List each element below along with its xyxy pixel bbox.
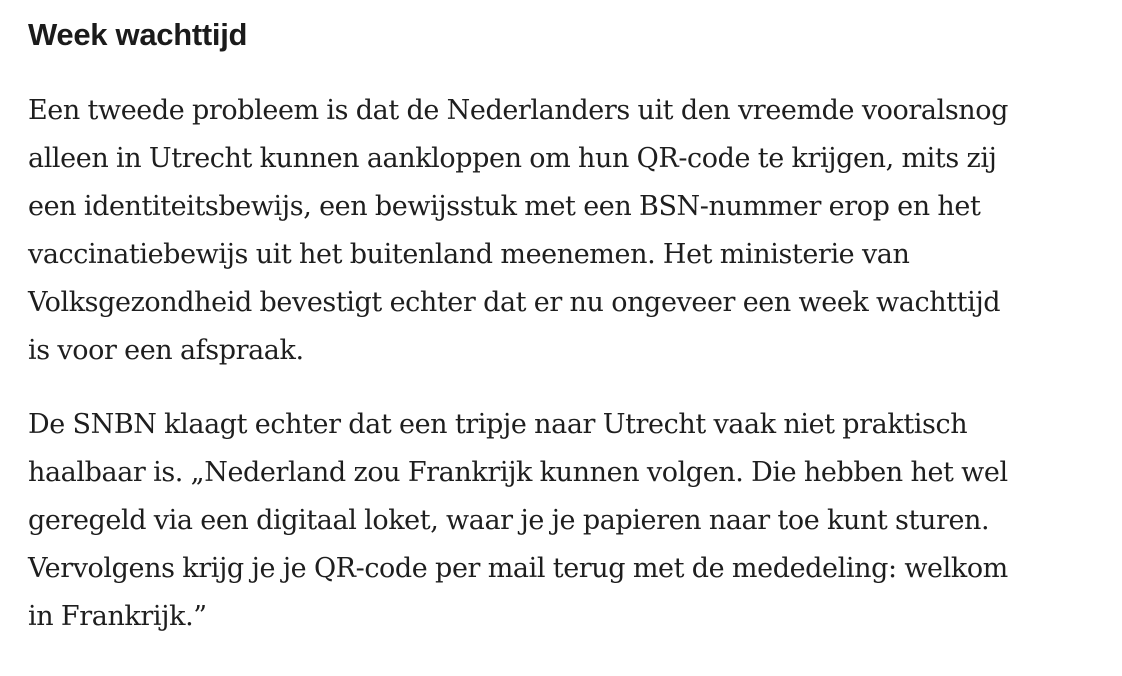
article-body bbox=[28, 0, 1108, 641]
paragraph-line: Vervolgens krijg je je QR-code per mail terug met de mededeling: welkom bbox=[28, 553, 1008, 584]
paragraph-line: in Frankrijk.” bbox=[28, 601, 207, 632]
paragraph-line: vaccinatiebewijs uit het buitenland meenemen. Het ministerie van bbox=[28, 239, 910, 270]
paragraph-line: een identiteitsbewijs, een bewijsstuk met een BSN-nummer erop en het bbox=[28, 191, 981, 222]
paragraph-line: geregeld via een digitaal loket, waar je je papieren naar toe kunt sturen. bbox=[28, 505, 990, 536]
paragraph-line: alleen in Utrecht kunnen aankloppen om hun QR-code te krijgen, mits zij bbox=[28, 143, 997, 174]
paragraph-1 bbox=[28, 87, 1108, 375]
paragraph-2 bbox=[28, 401, 1108, 641]
section-heading: Week wachttijd bbox=[28, 17, 248, 52]
paragraph-line: Een tweede probleem is dat de Nederlanders uit den vreemde vooralsnog bbox=[28, 95, 1009, 126]
paragraph-line: De SNBN klaagt echter dat een tripje naar Utrecht vaak niet praktisch bbox=[28, 409, 968, 440]
paragraph-line: haalbaar is. „Nederland zou Frankrijk kunnen volgen. Die hebben het wel bbox=[28, 457, 1008, 488]
paragraph-line: is voor een afspraak. bbox=[28, 335, 304, 366]
paragraph-line: Volksgezondheid bevestigt echter dat er nu ongeveer een week wachttijd bbox=[28, 287, 1001, 318]
